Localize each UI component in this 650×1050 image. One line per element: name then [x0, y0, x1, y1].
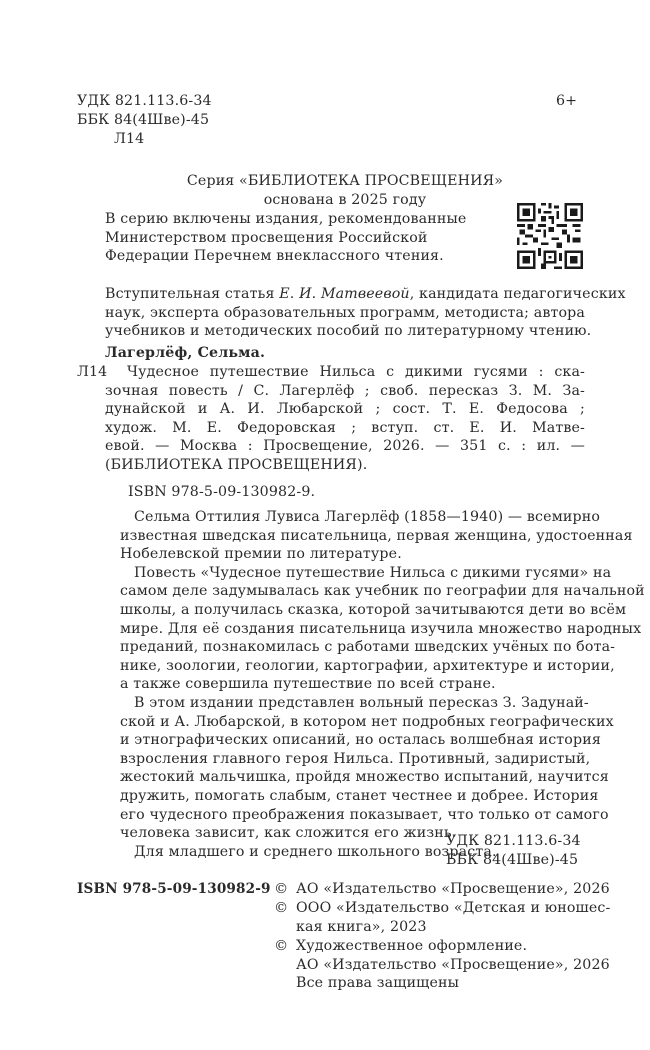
catalog-mark: Л14	[77, 364, 108, 380]
annotation	[120, 508, 645, 861]
catalog-description	[105, 363, 585, 475]
recommendation-line: В серию включены издания, рекомендованные	[105, 211, 467, 227]
author-mark: Л14	[114, 131, 145, 147]
copyright-symbol: ©	[274, 881, 289, 897]
annotation-line: нике, зоологии, геологии, картографии, архитектуре и истории,	[120, 657, 615, 674]
annotation-line: самом деле задумывалась как учебник по географии для начальной	[120, 583, 645, 600]
qr-code-icon	[517, 203, 583, 269]
intro-line1-rest: , кандидата педагогических	[409, 286, 626, 302]
annotation-line: его чудесного преображения показывает, что только от самого	[120, 806, 609, 823]
catalog-line: дунайской и А. И. Любарской ; сост. Т. Е. Федосова ;	[105, 401, 585, 418]
copyright-line: Все права защищены	[296, 975, 460, 992]
copyright-entry-1: АО «Издательство «Просвещение», 2026	[296, 881, 610, 897]
footer-udk: УДК 821.113.6-34	[446, 833, 581, 849]
copyright-entry-3	[296, 937, 610, 993]
annotation-line: жестокий мальчишка, пройдя множество испытаний, научится	[120, 769, 609, 786]
intro-line: учебников и методических пособий по литературному чтению.	[105, 323, 592, 340]
copyright-symbol: ©	[274, 900, 289, 916]
annotation-line: человека зависит, как сложится его жизнь.	[120, 825, 457, 842]
annotation-audience: Для младшего и среднего школьного возраста.	[134, 843, 497, 860]
catalog-line: евой. — Москва : Просвещение, 2026. — 351 с. : ил. —	[105, 438, 585, 455]
series-founded: основана в 2025 году	[263, 192, 427, 208]
udk-code: УДК 821.113.6-34	[77, 93, 212, 109]
annotation-line: взросления главного героя Нильса. Противный, задиристый,	[120, 750, 591, 767]
annotation-line: дружить, помогать слабым, станет честнее и добрее. История	[120, 787, 599, 804]
copyright-line: Художественное оформление.	[296, 938, 528, 954]
annotation-line: Сельма Оттилия Лувиса Лагерлёф (1858—1940) — всемирно	[134, 509, 601, 525]
footer-isbn: ISBN 978-5-09-130982-9	[77, 881, 271, 897]
age-rating: 6+	[556, 93, 578, 109]
copyright-line: ООО «Издательство «Детская и юношес-	[296, 900, 611, 916]
catalog-line: (БИБЛИОТЕКА ПРОСВЕЩЕНИЯ).	[105, 456, 368, 473]
series-title: Серия «БИБЛИОТЕКА ПРОСВЕЩЕНИЯ»	[186, 173, 504, 189]
copyright-line: АО «Издательство «Просвещение», 2026	[296, 956, 610, 973]
annotation-line: школы, а получилась сказка, которой зачитываются дети во всём	[120, 601, 627, 618]
copyright-symbol: ©	[274, 938, 289, 954]
catalog-line: Чудесное путешествие Нильса с дикими гусями : ска-	[127, 364, 585, 380]
catalog-line: зочная повесть / С. Лагерлёф ; своб. пересказ З. М. За-	[105, 382, 585, 399]
copyright-entry-2	[296, 899, 611, 936]
annotation-line: и этнографических описаний, но осталась волшебная история	[120, 732, 601, 749]
catalog-isbn: ISBN 978-5-09-130982-9.	[128, 484, 316, 500]
annotation-line: преданий, познакомилась с работами шведских учёных по бота-	[120, 639, 616, 656]
intro-prefix: Вступительная статья	[105, 286, 280, 302]
intro-article	[105, 285, 626, 341]
annotation-line: мире. Для её создания писательница изучила множество народных	[120, 620, 642, 637]
intro-author: Е. И. Матвеевой	[279, 286, 410, 302]
recommendation-block	[105, 210, 466, 266]
annotation-line: В этом издании представлен вольный пересказ З. Задунай-	[134, 694, 589, 711]
annotation-line: известная шведская писательница, первая женщина, удостоенная	[120, 527, 633, 544]
footer-bbk: ББК 84(4Шве)-45	[446, 852, 579, 868]
annotation-line: а также совершила путешествие по всей стране.	[120, 676, 496, 693]
recommendation-line: Федерации Перечнем внеклассного чтения.	[105, 248, 444, 265]
catalog-line: худож. М. Е. Федоровская ; вступ. ст. Е. И. Матве-	[105, 419, 585, 436]
annotation-line: Повесть «Чудесное путешествие Нильса с дикими гусями» на	[134, 564, 612, 581]
recommendation-line: Министерством просвещения Российской	[105, 229, 428, 246]
annotation-line: ской и А. Любарской, в котором нет подробных географических	[120, 713, 614, 730]
intro-line: наук, эксперта образовательных программ, методиста; автора	[105, 304, 586, 321]
copyright-line: кая книга», 2023	[296, 918, 427, 935]
catalog-author-heading: Лагерлёф, Сельма.	[105, 345, 266, 361]
bbk-code: ББК 84(4Шве)-45	[77, 112, 210, 128]
annotation-line: Нобелевской премии по литературе.	[120, 546, 402, 563]
